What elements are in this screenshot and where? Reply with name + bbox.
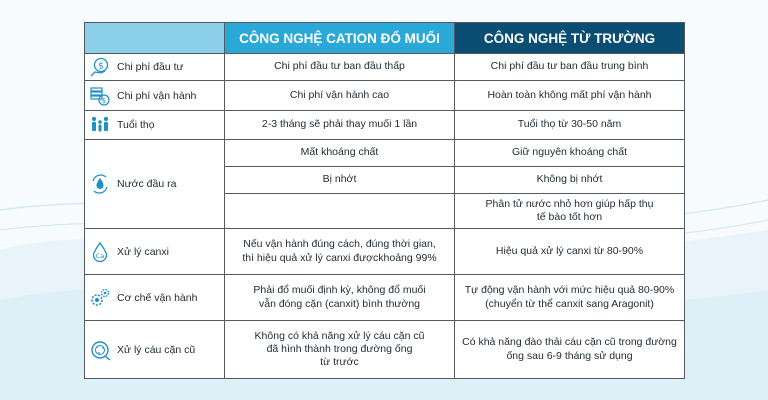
- magnetic-value: Không bị nhớt: [455, 167, 685, 194]
- svg-text:$: $: [101, 96, 107, 105]
- calcium-drop-icon: [89, 241, 111, 263]
- table-row: [85, 111, 685, 140]
- header-row: [85, 23, 685, 54]
- magnetic-value: Phân tử nước nhỏ hơn giúp hấp thụ tế bào tốt hơn: [455, 194, 685, 229]
- header-blank-cell: [85, 23, 225, 54]
- magnetic-value: Giữ nguyên khoáng chất: [455, 140, 685, 167]
- row-label-cell: [85, 54, 225, 81]
- row-label: Cơ chế vận hành: [117, 291, 198, 304]
- cation-value: Bị nhớt: [225, 167, 455, 194]
- row-label-cell: [85, 275, 225, 321]
- row-label: Chi phí đầu tư: [117, 61, 184, 73]
- table-row: [85, 275, 685, 321]
- dollar-hand-icon: [89, 56, 111, 78]
- row-label: Xử lý canxi: [117, 245, 169, 258]
- table-row: [85, 229, 685, 275]
- row-label-cell: [85, 321, 225, 379]
- magnetic-value: Chi phí đầu tư ban đầu trung bình: [455, 54, 685, 81]
- cation-value: Không có khả năng xử lý cáu cặn cũ đã hình thành trong đường ống từ trước: [225, 321, 455, 379]
- pipe-scale-icon: [89, 339, 111, 361]
- comparison-table: [84, 22, 685, 379]
- cation-value: 2-3 tháng sẽ phải thay muối 1 lần: [225, 111, 455, 140]
- cation-value: [225, 194, 455, 229]
- row-label: Chi phí vận hành: [117, 89, 197, 102]
- table-row: [85, 321, 685, 379]
- cation-value: Chi phí đầu tư ban đầu thấp: [225, 54, 455, 81]
- people-age-icon: [89, 114, 111, 136]
- table-row: [85, 54, 685, 81]
- row-label-cell: [85, 111, 225, 140]
- cation-value: Mất khoáng chất: [225, 140, 455, 167]
- magnetic-value: Hiệu quả xử lý canxi từ 80-90%: [455, 229, 685, 275]
- header-cation: CÔNG NGHỆ CATION ĐỔ MUỐI: [225, 23, 455, 54]
- magnetic-value: Tự động vận hành với mức hiệu quả 80-90% (chuyển từ thể canxit sang Aragonit): [455, 275, 685, 321]
- magnetic-value: Có khả năng đào thải cáu cặn cũ trong đường ống sau 6-9 tháng sử dụng: [455, 321, 685, 379]
- money-stack-icon: [89, 85, 111, 107]
- table-row: [85, 81, 685, 111]
- row-label: Nước đầu ra: [117, 178, 177, 190]
- header-magnetic: CÔNG NGHỆ TỪ TRƯỜNG: [455, 23, 685, 54]
- magnetic-value: Hoàn toàn không mất phí vận hành: [455, 81, 685, 111]
- magnetic-value: Tuổi thọ từ 30-50 năm: [455, 111, 685, 140]
- cation-value: Chi phí vận hành cao: [225, 81, 455, 111]
- row-label: Xử lý cáu cặn cũ: [117, 343, 196, 356]
- cation-value: Nếu vận hành đúng cách, đúng thời gian, thì hiệu quả xử lý canxi đượckhoảng 99%: [225, 229, 455, 275]
- svg-text:Ca: Ca: [95, 251, 105, 260]
- row-label: Tuổi thọ: [117, 119, 155, 131]
- row-label-cell: [85, 140, 225, 229]
- water-drop-cycle-icon: [89, 173, 111, 195]
- cation-value: Phải đổ muối định kỳ, không đổ muối vẫn đóng cặn (canxit) bình thường: [225, 275, 455, 321]
- row-label-cell: [85, 81, 225, 111]
- row-label-cell: [85, 229, 225, 275]
- table-row: [85, 140, 685, 167]
- svg-text:$: $: [98, 61, 104, 72]
- gears-icon: [89, 287, 111, 309]
